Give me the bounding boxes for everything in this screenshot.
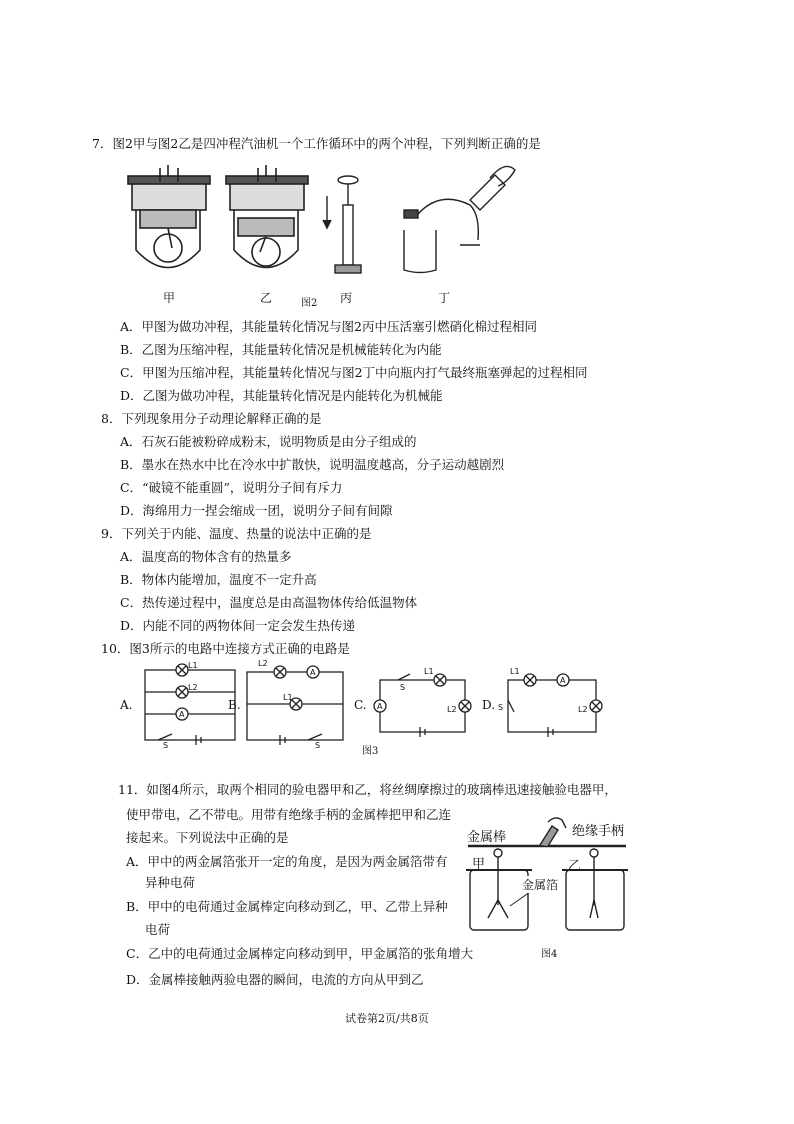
q11-stem-line3: 接起来。下列说法中正确的是	[126, 830, 289, 845]
q7-stem: 7．图2甲与图2乙是四冲程汽油机一个工作循环中的两个冲程，下列判断正确的是	[92, 136, 541, 151]
q10-letter-b: B.	[228, 698, 241, 712]
q7-option-a: A．甲图为做功冲程，其能量转化情况与图2丙中压活塞引燃硝化棉过程相同	[120, 319, 537, 334]
q9-option-a: A．温度高的物体含有的热量多	[120, 549, 292, 564]
fig2-label-bing: 丙	[340, 291, 353, 305]
q11-option-d: D．金属棒接触两验电器的瞬间，电流的方向从甲到乙	[126, 972, 424, 987]
fig4-label-rod: 金属棒	[467, 830, 507, 845]
fig4-label-jia: 甲	[472, 857, 486, 872]
circuit-a-ammeter: A	[179, 710, 185, 719]
circuit-d-l1: L1	[510, 667, 520, 676]
q7-option-b: B．乙图为压缩冲程，其能量转化情况是机械能转化为内能	[120, 342, 442, 357]
q11-option-b-cont: 电荷	[145, 922, 171, 937]
fig4-label-handle: 绝缘手柄	[572, 824, 625, 839]
q9-option-d: D．内能不同的两物体间一定会发生热传递	[120, 618, 356, 633]
q8-stem: 8．下列现象用分子动理论解释正确的是	[101, 411, 322, 426]
fig2-label-ding: 丁	[438, 291, 451, 305]
circuit-b-switch: S	[315, 741, 321, 750]
q9-stem: 9．下列关于内能、温度、热量的说法中正确的是	[101, 526, 372, 541]
q11-option-a-cont: 异种电荷	[145, 875, 196, 890]
q7-option-d: D．乙图为做功冲程，其能量转化情况是内能转化为机械能	[120, 388, 443, 403]
q10-stem: 10．图3所示的电路中连接方式正确的电路是	[101, 641, 350, 656]
circuit-d-l2: L2	[578, 705, 588, 714]
q8-option-b: B．墨水在热水中比在冷水中扩散快，说明温度越高，分子运动越剧烈	[120, 457, 505, 472]
fig2-label-yi: 乙	[260, 291, 273, 305]
fig4-label-foil: 金属箔	[522, 878, 559, 892]
q7-option-c: C．甲图为压缩冲程，其能量转化情况与图2丁中向瓶内打气最终瓶塞弹起的过程相同	[120, 365, 588, 380]
q10-letter-a: A.	[120, 698, 133, 712]
q8-option-a: A．石灰石能被粉碎成粉末，说明物质是由分子组成的	[120, 434, 417, 449]
q11-stem-line1: 11．如图4所示，取两个相同的验电器甲和乙，将丝绸摩擦过的玻璃棒迅速接触验电器甲，	[118, 782, 617, 797]
q10-letter-d: D.	[482, 698, 496, 712]
fig4-label-yi: 乙	[568, 859, 582, 874]
q9-option-b: B．物体内能增加，温度不一定升高	[120, 572, 317, 587]
circuit-b-ammeter: A	[310, 668, 316, 677]
circuit-c-switch: S	[400, 683, 406, 692]
q11-option-a: A．甲中的两金属箔张开一定的角度，是因为两金属箔带有	[126, 854, 448, 869]
circuit-b-l2: L2	[258, 659, 268, 668]
circuit-b-l1: L1	[283, 693, 293, 702]
circuit-a-switch: S	[163, 741, 169, 750]
circuit-d-switch: S	[498, 703, 504, 712]
fig4-caption: 图4	[541, 949, 558, 960]
q9-option-c: C．热传递过程中，温度总是由高温物体传给低温物体	[120, 595, 418, 610]
circuit-c-l2: L2	[447, 705, 457, 714]
circuit-a-l1: L1	[188, 661, 198, 670]
q8-option-c: C．“破镜不能重圆”，说明分子间有斥力	[120, 480, 343, 495]
circuit-c-ammeter: A	[377, 702, 383, 711]
circuit-a-l2: L2	[188, 683, 198, 692]
q8-option-d: D．海绵用力一捏会缩成一团，说明分子间有间隙	[120, 503, 393, 518]
page-footer: 试卷第2页/共8页	[345, 1012, 429, 1025]
circuit-d-ammeter: A	[560, 676, 566, 685]
q11-option-b: B．甲中的电荷通过金属棒定向移动到乙，甲、乙带上异种	[126, 899, 448, 914]
fig3-caption: 图3	[362, 746, 379, 757]
q11-stem-line2: 使甲带电，乙不带电。用带有绝缘手柄的金属棒把甲和乙连	[126, 807, 452, 822]
circuit-c-l1: L1	[424, 667, 434, 676]
fig2-caption: 图2	[301, 298, 318, 309]
q10-letter-c: C.	[354, 698, 367, 712]
q11-option-c: C．乙中的电荷通过金属棒定向移动到甲，甲金属箔的张角增大	[126, 946, 474, 961]
fig2-label-jia: 甲	[163, 291, 176, 305]
